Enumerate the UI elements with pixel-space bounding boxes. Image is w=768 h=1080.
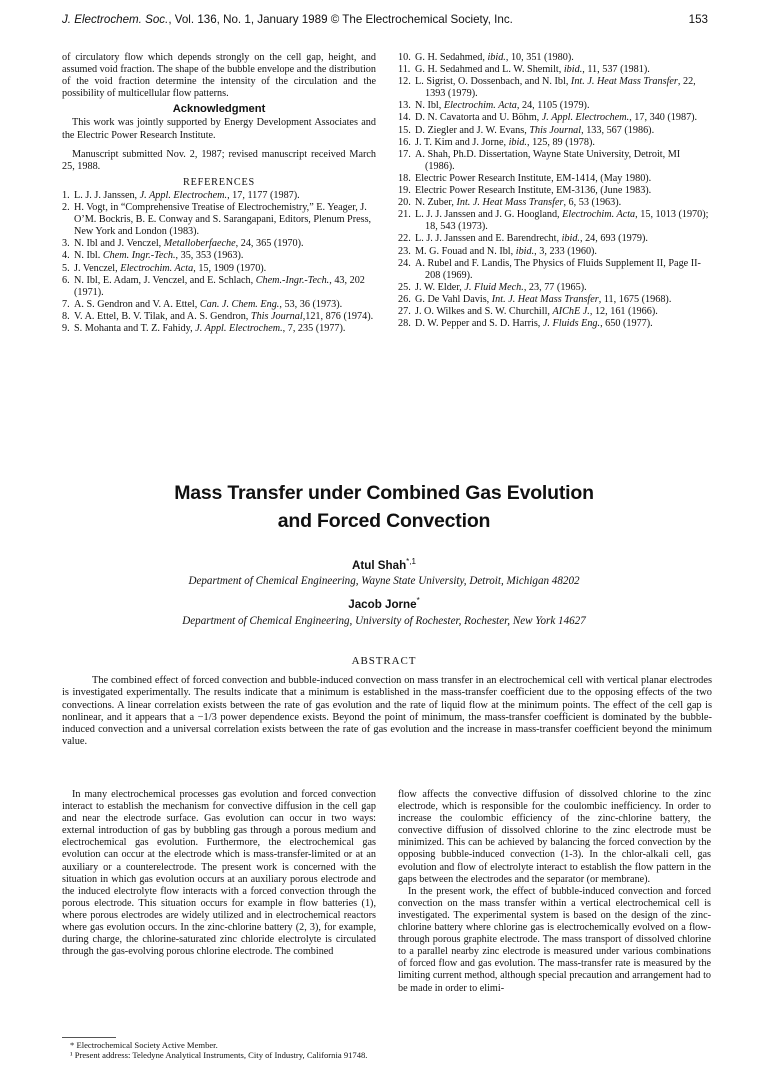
- article-title: [0, 479, 768, 535]
- reference-text: Electric Power Research Institute, EM-1414, (May 1980).: [415, 172, 652, 184]
- title-line-1: Mass Transfer under Combined Gas Evolution: [174, 482, 594, 504]
- reference-item: [398, 282, 711, 294]
- author-1: Atul Shah$^{*,1}$: [352, 557, 416, 572]
- reference-text: N. Ibl, Electrochim. Acta, 24, 1105 (1979).: [415, 100, 590, 112]
- reference-text: A. Rubel and F. Landis, The Physics of Fluids Supplement II, Page II-208 (1969).: [415, 257, 701, 281]
- reference-text: D. Ziegler and J. W. Evans, This Journal, 133, 567 (1986).: [415, 124, 655, 136]
- reference-text: L. Sigrist, O. Dossenbach, and N. Ibl, Int. J. Heat Mass Transfer, 22, 1393 (1979).: [415, 76, 696, 100]
- reference-number: 23.: [398, 245, 411, 257]
- reference-text: Electric Power Research Institute, EM-3136, (June 1983).: [415, 185, 652, 197]
- reference-text: A. Shah, Ph.D. Dissertation, Wayne State University, Detroit, MI (1986).: [415, 148, 681, 172]
- intro-paragraph-continued: flow affects the convective diffusion of dissolved chlorine to the zinc electrode, which is responsible for the coulombic inefficiency. In order to increase the coulombic efficiency of the zinc-chlorine battery, the convective diffusion of dissolved chlorine to the zinc electrode must be minimized. This can be achieved by balancing the forced convection by the opposing bubble-induced convection (1-3). In the chlor-alkali cell, gas evolution and flow of electrolyte interact to establish the flow pattern in the gaps between the electrodes and the separator (or membrane).: [398, 789, 711, 885]
- reference-item: [398, 125, 711, 137]
- body-right-column: [398, 789, 711, 995]
- reference-text: S. Mohanta and T. Z. Fahidy, J. Appl. Electrochem., 7, 235 (1977).: [74, 322, 346, 334]
- reference-item: [398, 112, 711, 124]
- reference-number: 16.: [398, 136, 411, 148]
- reference-number: 20.: [398, 197, 411, 209]
- reference-number: 22.: [398, 233, 411, 245]
- reference-text: N. Ibl. Chem. Ingr.-Tech., 35, 353 (1963).: [74, 250, 244, 262]
- reference-text: J. O. Wilkes and S. W. Churchill, AIChE J., 12, 161 (1966).: [415, 305, 658, 317]
- footnote-member: * Electrochemical Society Active Member.: [70, 1040, 218, 1050]
- reference-item: [398, 52, 711, 64]
- abstract-text: The combined effect of forced convection and bubble-induced convection on mass transfer in an electrochemical cell with vertical planar electrodes is investigated experimentally. The results indicate that a minimum is established in the mass-transfer coefficient due to the opposing effects of the two convections. A linear correlation exists between the rate of gas evolution and the rate of liquid flow at the minimum points. The effect of the cell gap is nonlinear, and it appears that a −1/3 power dependence exists. Beyond the point of minimum, the mass-transfer coefficient is dominated by the bubble-induced convection and a universal correlation exists between the rate of gas evolution and the increase in mass-transfer coefficient beyond the minimum value.: [62, 675, 712, 748]
- reference-number: 6.: [62, 274, 70, 286]
- reference-text: V. A. Ettel, B. V. Tilak, and A. S. Gendron, This Journal,121, 876 (1974).: [74, 310, 374, 322]
- conclusion-paragraph: of circulatory flow which depends strongly on the cell gap, height, and assumed void fraction. The shape of the bubble envelope and the distribution of the void fraction determine the intensity of the circulation and the possibility of multicellular flow patterns.: [62, 52, 376, 100]
- footnote-rule: [62, 1037, 116, 1038]
- references-list-right: [398, 52, 711, 330]
- reference-text: H. Vogt, in “Comprehensive Treatise of Electrochemistry,” E. Yeager, J. O’M. Bockris, B. E. Conway and S. Sarangapani, Editors, Plenum Press, New York and London (1983).: [74, 202, 372, 238]
- reference-number: 3.: [62, 238, 70, 250]
- reference-item: [398, 137, 711, 149]
- reference-number: 27.: [398, 305, 411, 317]
- reference-item: [62, 190, 376, 202]
- reference-text: N. Ibl, E. Adam, J. Venczel, and E. Schlach, Chem.-Ingr.-Tech., 43, 202 (1971).: [74, 274, 365, 298]
- reference-item: [62, 263, 376, 275]
- reference-text: L. J. J. Janssen and J. G. Hoogland, Electrochim. Acta, 15, 1013 (1970); 18, 543 (1973).: [415, 209, 709, 233]
- reference-text: D. N. Cavatorta and U. Böhm, J. Appl. Electrochem., 17, 340 (1987).: [415, 112, 698, 124]
- reference-text: J. W. Elder, J. Fluid Mech., 23, 77 (1965).: [415, 281, 587, 293]
- reference-number: 1.: [62, 189, 70, 201]
- volume-issue: , Vol. 136, No. 1, January 1989 © The Electrochemical Society, Inc.: [168, 13, 513, 26]
- reference-item: [398, 246, 711, 258]
- reference-text: G. H. Sedahmed and L. W. Shemilt, ibid., 11, 537 (1981).: [415, 64, 650, 76]
- reference-number: 19.: [398, 185, 411, 197]
- reference-item: [62, 323, 376, 335]
- reference-number: 24.: [398, 257, 411, 269]
- author-2: Jacob Jorne*: [348, 596, 420, 611]
- reference-item: [398, 149, 711, 173]
- prev-article-right-column: [398, 52, 711, 330]
- reference-text: N. Zuber, Int. J. Heat Mass Transfer, 6, 53 (1963).: [415, 197, 622, 209]
- reference-item: [398, 306, 711, 318]
- reference-number: 25.: [398, 281, 411, 293]
- reference-number: 28.: [398, 318, 411, 330]
- reference-text: G. H. Sedahmed, ibid., 10, 351 (1980).: [415, 52, 574, 63]
- reference-item: [398, 185, 711, 197]
- body-left-column: [62, 789, 376, 958]
- reference-text: J. Venczel, Electrochim. Acta, 15, 1909 (1970).: [74, 262, 267, 274]
- reference-item: [62, 202, 376, 238]
- reference-item: [398, 294, 711, 306]
- reference-item: [62, 250, 376, 262]
- present-work-paragraph: In the present work, the effect of bubble-induced convection and forced convection on the mass transfer within a vertical electrochemical cell is investigated. The experimental system is based on the design of the zinc-chlorine battery where chlorine gas is electrochemically evolved on a flow-through porous graphite electrode. The mass transport of dissolved chlorine to a parallel nearby zinc electrode is measured under various combinations of forced flow and gas evolution. The mass-transfer rate is measured by the limiting current method, although special precaution and arrangement had to be made in order to elimi-: [398, 885, 711, 994]
- reference-number: 2.: [62, 202, 70, 214]
- reference-item: [398, 64, 711, 76]
- acknowledgment-heading: Acknowledgment: [172, 103, 266, 116]
- reference-number: 7.: [62, 298, 70, 310]
- reference-number: 11.: [398, 64, 411, 76]
- reference-number: 5.: [62, 262, 70, 274]
- reference-item: [62, 238, 376, 250]
- reference-text: A. S. Gendron and V. A. Ettel, Can. J. Chem. Eng., 53, 36 (1973).: [74, 298, 343, 310]
- reference-number: 9.: [62, 322, 70, 334]
- title-line-2: and Forced Convection: [277, 510, 491, 532]
- affiliation-1: Department of Chemical Engineering, Wayne State University, Detroit, Michigan 48202: [188, 575, 580, 587]
- references-heading: REFERENCES: [183, 176, 255, 188]
- reference-number: 15.: [398, 124, 411, 136]
- page-number: 153: [688, 13, 708, 26]
- reference-item: [398, 100, 711, 112]
- reference-item: [398, 197, 711, 209]
- reference-text: J. T. Kim and J. Jorne, ibid., 125, 89 (1978).: [415, 136, 595, 148]
- author-2-marks: *: [416, 596, 420, 605]
- reference-number: 26.: [398, 293, 411, 305]
- reference-item: [62, 311, 376, 323]
- acknowledgment-text: This work was jointly supported by Energy Development Associates and the Electric Power Research Institute.: [62, 117, 376, 141]
- running-head: [62, 13, 708, 29]
- footnote-address: ¹ Present address: Teledyne Analytical Instruments, City of Industry, California 91748.: [70, 1050, 368, 1060]
- prev-article-left-column: [62, 52, 376, 335]
- reference-number: 13.: [398, 100, 411, 112]
- reference-item: [398, 209, 711, 233]
- reference-number: 8.: [62, 310, 70, 322]
- reference-text: D. W. Pepper and S. D. Harris, J. Fluids Eng., 650 (1977).: [415, 318, 653, 330]
- abstract-heading: ABSTRACT: [351, 655, 417, 667]
- reference-number: 21.: [398, 209, 411, 221]
- reference-item: [398, 233, 711, 245]
- reference-text: M. G. Fouad and N. Ibl, ibid., 3, 233 (1960).: [415, 245, 597, 257]
- author-1-marks: *,1: [406, 557, 416, 566]
- reference-text: L. J. J. Janssen and E. Barendrecht, ibid., 24, 693 (1979).: [415, 233, 648, 245]
- journal-name: J. Electrochem. Soc.: [62, 13, 169, 26]
- manuscript-note: Manuscript submitted Nov. 2, 1987; revised manuscript received March 25, 1988.: [62, 148, 376, 172]
- reference-number: 4.: [62, 250, 70, 262]
- reference-text: N. Ibl and J. Venczel, Metalloberfaeche, 24, 365 (1970).: [74, 238, 304, 250]
- reference-item: [398, 76, 711, 100]
- reference-number: 12.: [398, 76, 411, 88]
- journal-citation: [62, 13, 513, 26]
- intro-paragraph: In many electrochemical processes gas evolution and forced convection interact to establish the mechanism for convective diffusion in the cell gap and near the electrode surface. Gas evolution can occur in two ways: external introduction of gas by bubbling gas through a porous medium and electrochemical gas evolution. Furthermore, the electrochemical gas evolution can occur at the electrode which is mass-transfer-limited or at an auxiliary or a counterelectrode. The present work is concerned with the situation in which gas evolution occurs at an auxiliary porous electrode and the induced electrolyte flow interacts with a forced convection through the porous electrode. This situation occurs for example in flow batteries (1), where porous electrodes are widely utilized and in electrochemical reactors where gas evolution occurs. In the zinc-chlorine battery (2, 3), for example, during charge, the chlorine-saturated zinc chloride electrolyte is circulated through the gas-evolving porous chlorine electrode. The combined: [62, 789, 376, 958]
- reference-number: 14.: [398, 112, 411, 124]
- reference-item: [398, 258, 711, 282]
- reference-item: [398, 173, 711, 185]
- reference-item: [398, 318, 711, 330]
- references-list-left: [62, 190, 376, 335]
- reference-number: 17.: [398, 148, 411, 160]
- footnotes: [62, 1040, 376, 1060]
- reference-number: 10.: [398, 52, 411, 63]
- affiliation-2: Department of Chemical Engineering, University of Rochester, Rochester, New York 14627: [182, 615, 586, 627]
- reference-text: G. De Vahl Davis, Int. J. Heat Mass Transfer, 11, 1675 (1968).: [415, 293, 672, 305]
- reference-number: 18.: [398, 172, 411, 184]
- reference-item: [62, 299, 376, 311]
- reference-text: L. J. J. Janssen, J. Appl. Electrochem., 17, 1177 (1987).: [74, 189, 300, 201]
- reference-item: [62, 275, 376, 299]
